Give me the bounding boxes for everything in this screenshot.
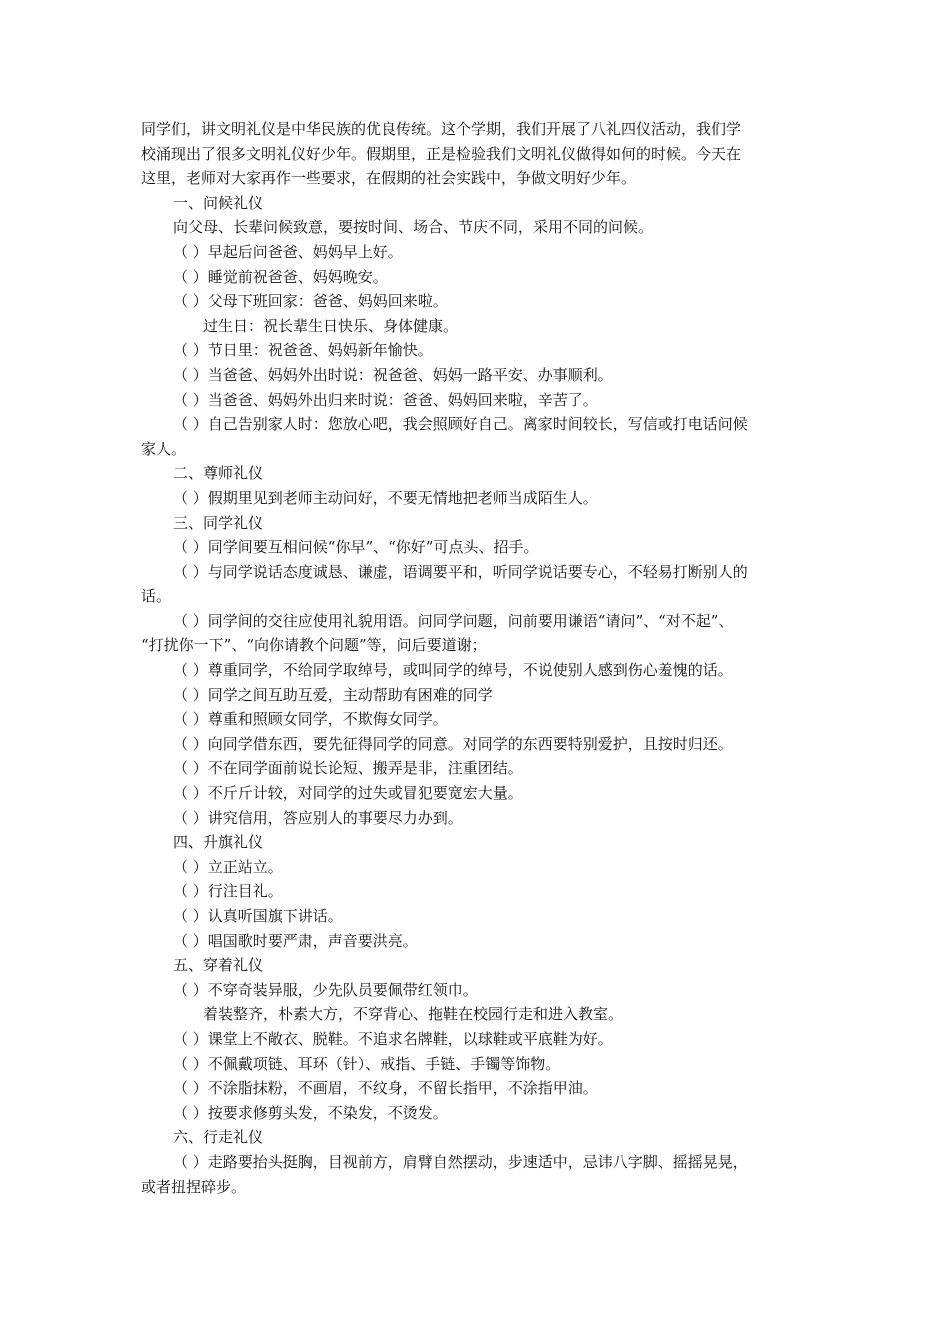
section-lead: 向父母、长辈问候致意，要按时间、场合、节庆不同，采用不同的问候。 — [173, 218, 654, 237]
checklist-item: （ ）尊重同学，不给同学取绰号，或叫同学的绰号，不说使别人感到伤心羞愧的话。 — [173, 661, 733, 680]
checklist-item: （ ）自己告别家人时：您放心吧，我会照顾好自己。离家时间较长，写信或打电话问候 — [173, 415, 748, 434]
section-heading-dress: 五、穿着礼仪 — [173, 956, 264, 975]
checklist-item: （ ）节日里：祝爸爸、妈妈新年愉快。 — [173, 341, 433, 360]
checklist-item: （ ）课堂上不敞衣、脱鞋。不追求名牌鞋，以球鞋或平底鞋为好。 — [173, 1029, 613, 1048]
checklist-item: （ ）尊重和照顾女同学，不欺侮女同学。 — [173, 710, 448, 729]
checklist-item: （ ）父母下班回家：爸爸、妈妈回来啦。 — [173, 292, 448, 311]
checklist-item: （ ）讲究信用，答应别人的事要尽力办到。 — [173, 808, 463, 827]
checklist-item: （ ）认真听国旗下讲话。 — [173, 907, 343, 925]
section-heading-classmates: 三、同学礼仪 — [173, 513, 264, 532]
checklist-item: （ ）当爸爸、妈妈外出归来时说：爸爸、妈妈回来啦，辛苦了。 — [173, 390, 598, 409]
checklist-item: （ ）立正站立。 — [173, 857, 283, 876]
section-heading-teacher: 二、尊师礼仪 — [173, 464, 264, 483]
continuation-line: “打扰你一下”、“向你请教个问题”等，问后要道谢； — [141, 636, 487, 655]
continuation-line: 或者扭捏碎步。 — [141, 1177, 247, 1196]
intro-line: 同学们，讲文明礼仪是中华民族的优良传统。这个学期，我们开展了八礼四仪活动，我们学 — [141, 120, 742, 138]
checklist-item: （ ）行注目礼。 — [173, 882, 283, 901]
checklist-item: （ ）假期里见到老师主动问好，不要无情地把老师当成陌生人。 — [173, 488, 598, 507]
checklist-item: （ ）不佩戴项链、耳环（针）、戒指、手链、手镯等饰物。 — [173, 1054, 561, 1073]
checklist-item: （ ）不在同学面前说长论短、搬弄是非，注重团结。 — [173, 759, 523, 778]
checklist-item: （ ）早起后问爸爸、妈妈早上好。 — [173, 242, 403, 261]
document-body — [141, 117, 817, 1199]
section-heading-flag: 四、升旗礼仪 — [173, 833, 264, 852]
checklist-item: （ ）唱国歌时要严肃，声音要洪亮。 — [173, 931, 418, 950]
continuation-line: 家人。 — [141, 439, 187, 458]
plain-line: 着装整齐，朴素大方，不穿背心、拖鞋在校园行走和进入教室。 — [203, 1005, 624, 1024]
checklist-item: （ ）同学间的交往应使用礼貌用语。问同学问题，问前要用谦语“请问”、“对不起”、 — [173, 611, 734, 630]
checklist-item: （ ）不穿奇装异服，少先队员要佩带红领巾。 — [173, 980, 478, 999]
checklist-item: （ ）同学之间互助互爱，主动帮助有困难的同学 — [173, 685, 493, 704]
checklist-item: （ ）走路要抬头挺胸，目视前方，肩臂自然摆动，步速适中，忌讳八字脚、摇摇晃晃， — [173, 1152, 748, 1171]
checklist-item: （ ）按要求修剪头发，不染发，不烫发。 — [173, 1103, 448, 1122]
checklist-item: （ ）不涂脂抹粉，不画眉，不纹身，不留长指甲，不涂指甲油。 — [173, 1079, 598, 1098]
intro-line: 这里，老师对大家再作一些要求，在假期的社会实践中，争做文明好少年。 — [141, 169, 637, 188]
checklist-item: （ ）同学间要互相问候“你早”、“你好”可点头、招手。 — [173, 538, 539, 557]
checklist-item: （ ）与同学说话态度诚恳、谦虚，语调要平和，听同学说话要专心，不轻易打断别人的 — [173, 562, 748, 581]
checklist-item: （ ）向同学借东西，要先征得同学的同意。对同学的东西要特别爱护，且按时归还。 — [173, 734, 733, 753]
section-heading-greeting: 一、问候礼仪 — [173, 193, 264, 212]
checklist-item: （ ）当爸爸、妈妈外出时说：祝爸爸、妈妈一路平安、办事顺利。 — [173, 365, 613, 384]
checklist-item: （ ）睡觉前祝爸爸、妈妈晚安。 — [173, 267, 388, 286]
checklist-item: （ ）不斤斤计较，对同学的过失或冒犯要宽宏大量。 — [173, 784, 523, 803]
plain-line: 过生日：祝长辈生日快乐、身体健康。 — [203, 316, 459, 335]
intro-line: 校涌现出了很多文明礼仪好少年。假期里，正是检验我们文明礼仪做得如何的时候。今天在 — [141, 144, 742, 163]
section-heading-walking: 六、行走礼仪 — [173, 1128, 264, 1147]
continuation-line: 话。 — [141, 587, 172, 606]
